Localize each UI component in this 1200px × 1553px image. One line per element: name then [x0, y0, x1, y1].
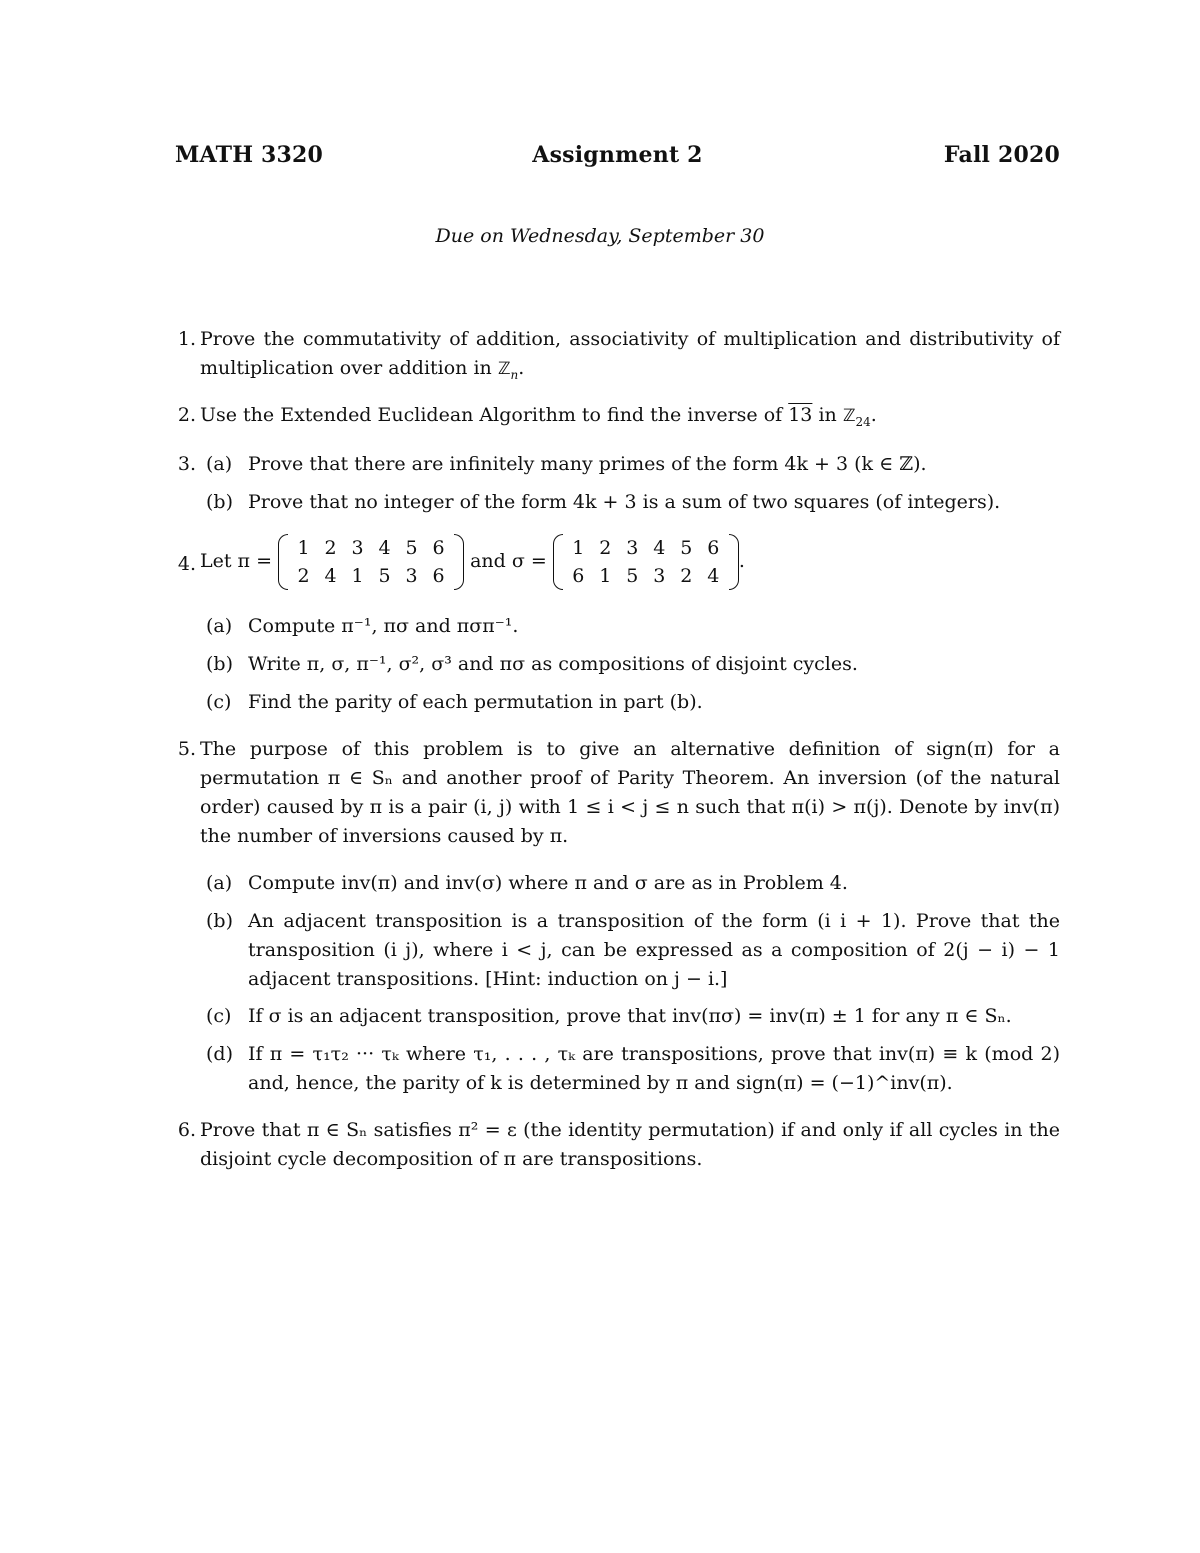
matrix-entry: 2 — [599, 537, 612, 559]
problem-5c — [206, 1002, 1060, 1031]
matrix-entry: 3 — [626, 537, 639, 559]
residue-class: 13 — [788, 404, 813, 426]
problem-2 — [177, 401, 1060, 431]
problem-5a — [206, 869, 1060, 898]
part-label: (b) — [206, 910, 233, 932]
pi-top-row — [290, 534, 452, 562]
problem-3b — [206, 488, 1060, 517]
matrix-entry: 1 — [351, 565, 364, 587]
matrix-entry: 3 — [405, 565, 418, 587]
matrix-entry: 6 — [432, 565, 445, 587]
problem-5 — [177, 735, 1060, 851]
part-text: Write π, σ, π⁻¹, σ², σ³ and πσ as compositions of disjoint cycles. — [248, 653, 858, 675]
part-text: Prove that there are infinitely many primes of the form 4k + 3 (k ∈ ℤ). — [248, 453, 927, 475]
problem-number: 6. — [177, 1119, 196, 1141]
part-text: Prove that no integer of the form 4k + 3 is a sum of two squares (of integers). — [248, 491, 1001, 513]
matrix-entry: 1 — [572, 537, 585, 559]
problem-number: 4. — [177, 553, 196, 575]
due-date: Due on Wednesday, September 30 — [435, 225, 765, 247]
punctuation: . — [738, 550, 745, 572]
part-label: (c) — [206, 1005, 232, 1027]
problem-3a — [206, 450, 1060, 479]
matrix-entry: 2 — [324, 537, 337, 559]
part-text: Compute π⁻¹, πσ and πσπ⁻¹. — [248, 615, 519, 637]
matrix-entry: 4 — [653, 537, 666, 559]
term: Fall 2020 — [943, 142, 1060, 168]
matrix-entry: 3 — [653, 565, 666, 587]
matrix-entry: 6 — [572, 565, 585, 587]
part-text: Find the parity of each permutation in part (b). — [248, 691, 703, 713]
matrix-entry: 5 — [680, 537, 693, 559]
problem-text: Prove that π ∈ Sₙ satisfies π² = ε (the identity permutation) if and only if all cycles in the disjoint cycle decomposition of π are transpositions. — [200, 1119, 1060, 1170]
math-symbol: ℤ — [842, 406, 856, 426]
pi-bottom-row — [290, 562, 452, 590]
matrix-entry: 5 — [378, 565, 391, 587]
and-sigma-label: and σ = — [470, 550, 547, 572]
part-text: Compute inv(π) and inv(σ) where π and σ are as in Problem 4. — [248, 872, 848, 894]
part-label: (a) — [206, 615, 233, 637]
problem-4a — [206, 612, 1060, 641]
math-subscript: n — [510, 367, 519, 382]
problem-5d — [206, 1040, 1060, 1098]
problem-4 — [177, 534, 1060, 590]
pi-permutation-matrix — [278, 534, 464, 590]
matrix-entry: 5 — [405, 537, 418, 559]
problem-1 — [177, 325, 1060, 384]
problem-text: The purpose of this problem is to give an alternative definition of sign(π) for a permutation π ∈ Sₙ and another proof of Parity Theorem. An inversion (of the natural order) caused by π is a pair (i, j) with 1 ≤ i < j ≤ n such that π(i) > π(j). Denote by inv(π) the number of inversions caused by π. — [200, 738, 1060, 847]
problem-6 — [177, 1116, 1060, 1174]
assignment-title: Assignment 2 — [532, 142, 703, 168]
problem-text: in — [812, 404, 843, 426]
part-label: (b) — [206, 491, 233, 513]
matrix-entry: 5 — [626, 565, 639, 587]
problem-4b — [206, 650, 1060, 679]
matrix-entry: 1 — [599, 565, 612, 587]
problem-4c — [206, 688, 1060, 717]
matrix-entry: 6 — [707, 537, 720, 559]
matrix-entry: 4 — [707, 565, 720, 587]
document-header — [175, 142, 1060, 178]
problem-number: 3. — [177, 453, 196, 475]
part-label: (a) — [206, 453, 233, 475]
part-text: If σ is an adjacent transposition, prove that inv(πσ) = inv(π) ± 1 for any π ∈ Sₙ. — [248, 1005, 1012, 1027]
matrix-entry: 3 — [351, 537, 364, 559]
problem-text: Use the Extended Euclidean Algorithm to find the inverse of — [200, 404, 789, 426]
matrix-entry: 6 — [432, 537, 445, 559]
problem-number: 2. — [177, 404, 196, 426]
matrix-entry: 4 — [324, 565, 337, 587]
part-label: (b) — [206, 653, 233, 675]
course-code: MATH 3320 — [175, 142, 324, 168]
part-label: (c) — [206, 691, 232, 713]
part-label: (d) — [206, 1043, 233, 1065]
punctuation: . — [870, 404, 877, 426]
sigma-top-row — [565, 534, 727, 562]
punctuation: . — [518, 357, 525, 379]
matrix-entry: 2 — [297, 565, 310, 587]
matrix-entry: 2 — [680, 565, 693, 587]
matrix-entry: 4 — [378, 537, 391, 559]
problem-number: 5. — [177, 738, 196, 760]
let-pi-label: Let π = — [200, 550, 272, 572]
problem-5b — [206, 907, 1060, 994]
matrix-entry: 1 — [297, 537, 310, 559]
sigma-bottom-row — [565, 562, 727, 590]
sigma-permutation-matrix — [553, 534, 739, 590]
math-symbol: ℤ — [497, 359, 511, 379]
math-subscript: 24 — [855, 414, 871, 429]
problem-text: Prove the commutativity of addition, associativity of multiplication and distributivity of multiplication over addition in — [200, 328, 1060, 379]
part-text: If π = τ₁τ₂ ··· τₖ where τ₁, . . . , τₖ are transpositions, prove that inv(π) ≡ k (mod 2) and, hence, the parity of k is determined by π and sign(π) = (−1)^inv(π). — [248, 1043, 1060, 1094]
problem-number: 1. — [177, 328, 196, 350]
part-text: An adjacent transposition is a transposition of the form (i i + 1). Prove that the transposition (i j), where i < j, can be expressed as a composition of 2(j − i) − 1 adjacent transpositions. [Hint: induction on j − i.] — [248, 910, 1060, 990]
part-label: (a) — [206, 872, 233, 894]
